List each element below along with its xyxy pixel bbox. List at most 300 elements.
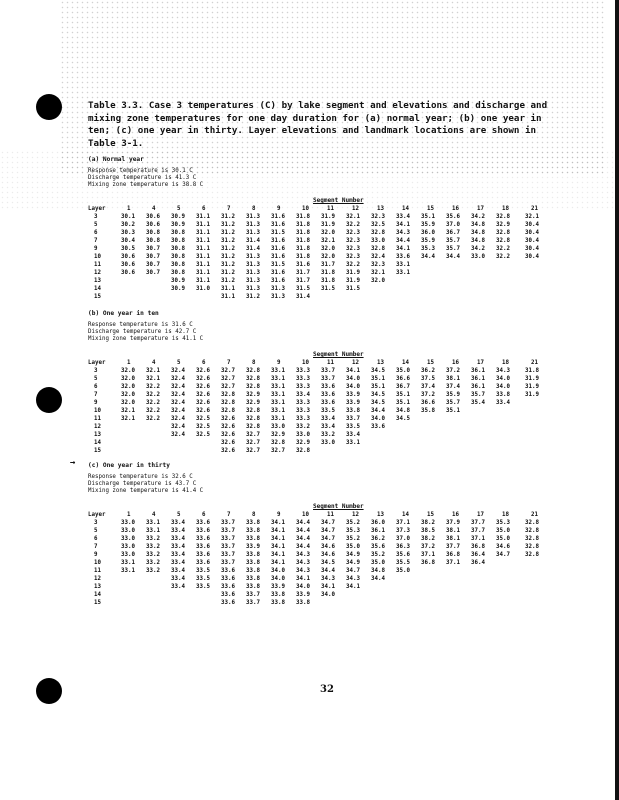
temperature-cell: 33.4 — [321, 424, 335, 430]
temperature-cell: 34.5 — [321, 560, 335, 566]
temperature-cell: 33.5 — [196, 576, 210, 582]
temperature-cell: 34.7 — [321, 528, 335, 534]
temperature-cell: 31.8 — [296, 230, 310, 236]
temperature-cell: 31.3 — [246, 270, 260, 276]
temperature-cell: 35.1 — [371, 384, 385, 390]
temperature-cell: 31.3 — [246, 262, 260, 268]
temperature-cell: 32.6 — [196, 400, 210, 406]
temperature-cell: 33.6 — [196, 536, 210, 542]
temperature-cell: 32.2 — [146, 384, 160, 390]
temperature-cell: 33.6 — [321, 400, 335, 406]
temperature-cell: 32.4 — [171, 424, 185, 430]
temperature-cell: 32.2 — [346, 262, 360, 268]
temperature-cell: 32.8 — [246, 376, 260, 382]
temperature-cell: 30.8 — [171, 246, 185, 252]
temperature-cell: 31.6 — [271, 238, 285, 244]
temperature-cell: 37.2 — [421, 544, 435, 550]
temperature-cell: 32.5 — [196, 424, 210, 430]
segment-number-header: Segment Number — [313, 197, 364, 204]
temperature-cell: 32.3 — [371, 214, 385, 220]
temperature-cell: 32.8 — [271, 440, 285, 446]
segment-column-header: 12 — [352, 512, 359, 518]
temperature-cell: 32.8 — [246, 368, 260, 374]
temperature-cell: 33.1 — [271, 408, 285, 414]
temperature-cell: 32.6 — [221, 440, 235, 446]
section-title: (a) Normal year — [88, 156, 144, 163]
segment-column-header: 1 — [127, 512, 131, 518]
temperature-cell: 31.5 — [296, 286, 310, 292]
temperature-cell: 34.0 — [346, 384, 360, 390]
temperature-cell: 31.4 — [296, 294, 310, 300]
temperature-cell: 31.6 — [271, 222, 285, 228]
temperature-cell: 31.9 — [346, 278, 360, 284]
temperature-cell: 33.6 — [321, 392, 335, 398]
temperature-cell: 37.0 — [446, 222, 460, 228]
temperature-cell: 33.2 — [296, 424, 310, 430]
temperature-cell: 31.1 — [196, 214, 210, 220]
temperature-cell: 33.8 — [296, 600, 310, 606]
temperature-cell: 34.1 — [346, 368, 360, 374]
temperature-cell: 31.2 — [221, 222, 235, 228]
parameter-line: Discharge temperature is 41.3 C — [88, 174, 197, 181]
temperature-cell: 31.1 — [196, 270, 210, 276]
temperature-cell: 32.8 — [525, 536, 539, 542]
temperature-cell: 30.4 — [121, 238, 135, 244]
temperature-cell: 34.1 — [271, 520, 285, 526]
temperature-cell: 36.1 — [471, 368, 485, 374]
temperature-cell: 31.5 — [271, 262, 285, 268]
temperature-cell: 33.7 — [221, 560, 235, 566]
layer-number: 13 — [94, 584, 101, 590]
temperature-cell: 33.5 — [321, 408, 335, 414]
temperature-cell: 31.8 — [321, 270, 335, 276]
temperature-cell: 33.1 — [271, 400, 285, 406]
temperature-cell: 32.2 — [346, 222, 360, 228]
temperature-cell: 34.1 — [396, 222, 410, 228]
temperature-cell: 33.2 — [146, 568, 160, 574]
temperature-cell: 36.4 — [471, 560, 485, 566]
segment-column-header: 8 — [252, 206, 256, 212]
temperature-cell: 32.0 — [321, 246, 335, 252]
temperature-cell: 32.8 — [525, 552, 539, 558]
temperature-cell: 34.3 — [396, 230, 410, 236]
temperature-cell: 37.3 — [396, 528, 410, 534]
temperature-cell: 35.9 — [421, 222, 435, 228]
temperature-cell: 32.4 — [171, 392, 185, 398]
temperature-cell: 31.7 — [296, 278, 310, 284]
temperature-cell: 34.7 — [496, 552, 510, 558]
temperature-cell: 31.3 — [246, 214, 260, 220]
segment-column-header: 21 — [531, 512, 538, 518]
temperature-cell: 34.8 — [471, 238, 485, 244]
temperature-cell: 30.4 — [525, 222, 539, 228]
temperature-cell: 35.0 — [346, 544, 360, 550]
temperature-cell: 33.0 — [121, 520, 135, 526]
temperature-cell: 30.6 — [146, 222, 160, 228]
segment-column-header: 11 — [327, 512, 334, 518]
temperature-cell: 35.0 — [496, 536, 510, 542]
temperature-cell: 31.6 — [271, 246, 285, 252]
temperature-cell: 33.2 — [146, 544, 160, 550]
temperature-cell: 33.8 — [246, 560, 260, 566]
temperature-cell: 33.4 — [171, 544, 185, 550]
segment-column-header: 7 — [227, 206, 231, 212]
segment-column-header: 1 — [127, 206, 131, 212]
temperature-cell: 35.1 — [421, 214, 435, 220]
temperature-cell: 32.3 — [346, 238, 360, 244]
temperature-cell: 34.8 — [471, 230, 485, 236]
layer-number: 15 — [94, 448, 101, 454]
temperature-cell: 31.8 — [296, 214, 310, 220]
temperature-cell: 36.8 — [421, 560, 435, 566]
punch-hole-middle — [36, 387, 62, 413]
temperature-cell: 32.0 — [371, 278, 385, 284]
segment-column-header: 11 — [327, 360, 334, 366]
layer-number: 3 — [94, 520, 98, 526]
temperature-cell: 34.4 — [296, 544, 310, 550]
temperature-cell: 33.2 — [146, 536, 160, 542]
temperature-cell: 35.1 — [371, 376, 385, 382]
temperature-cell: 30.4 — [525, 254, 539, 260]
temperature-cell: 33.7 — [221, 552, 235, 558]
temperature-cell: 32.7 — [246, 448, 260, 454]
temperature-cell: 33.4 — [171, 536, 185, 542]
temperature-cell: 31.1 — [196, 222, 210, 228]
temperature-cell: 33.1 — [121, 568, 135, 574]
temperature-cell: 32.6 — [196, 376, 210, 382]
temperature-cell: 30.8 — [146, 230, 160, 236]
temperature-cell: 31.2 — [221, 278, 235, 284]
segment-column-header: 8 — [252, 512, 256, 518]
segment-column-header: 14 — [402, 206, 409, 212]
temperature-cell: 34.8 — [471, 222, 485, 228]
temperature-cell: 32.7 — [271, 448, 285, 454]
temperature-cell: 37.0 — [396, 536, 410, 542]
layer-number: 12 — [94, 270, 101, 276]
layer-number: 11 — [94, 262, 101, 268]
temperature-cell: 34.5 — [371, 400, 385, 406]
temperature-cell: 35.0 — [396, 368, 410, 374]
layer-number: 6 — [94, 384, 98, 390]
temperature-cell: 32.7 — [221, 384, 235, 390]
temperature-cell: 36.7 — [446, 230, 460, 236]
temperature-cell: 32.1 — [146, 376, 160, 382]
temperature-cell: 34.0 — [496, 376, 510, 382]
temperature-cell: 33.1 — [396, 270, 410, 276]
temperature-cell: 34.1 — [396, 246, 410, 252]
temperature-cell: 33.7 — [221, 520, 235, 526]
temperature-cell: 34.8 — [371, 568, 385, 574]
temperature-cell: 33.1 — [271, 416, 285, 422]
temperature-cell: 30.7 — [146, 270, 160, 276]
temperature-cell: 34.8 — [396, 408, 410, 414]
temperature-cell: 31.2 — [221, 214, 235, 220]
temperature-cell: 31.1 — [196, 262, 210, 268]
temperature-cell: 31.3 — [246, 222, 260, 228]
temperature-cell: 33.3 — [296, 408, 310, 414]
margin-arrow-mark: → — [70, 458, 76, 468]
temperature-cell: 33.6 — [371, 424, 385, 430]
temperature-cell: 30.8 — [171, 238, 185, 244]
temperature-cell: 32.0 — [321, 254, 335, 260]
temperature-cell: 32.1 — [321, 238, 335, 244]
segment-column-header: 5 — [177, 360, 181, 366]
temperature-cell: 34.6 — [321, 544, 335, 550]
segment-column-header: 12 — [352, 206, 359, 212]
temperature-cell: 32.4 — [171, 400, 185, 406]
temperature-cell: 32.1 — [346, 214, 360, 220]
temperature-cell: 33.6 — [221, 576, 235, 582]
temperature-cell: 35.2 — [346, 536, 360, 542]
layer-number: 11 — [94, 568, 101, 574]
segment-column-header: 4 — [152, 512, 156, 518]
temperature-cell: 34.0 — [271, 568, 285, 574]
temperature-cell: 32.2 — [146, 416, 160, 422]
segment-column-header: 16 — [452, 206, 459, 212]
temperature-cell: 38.2 — [421, 520, 435, 526]
temperature-cell: 37.1 — [471, 536, 485, 542]
temperature-cell: 34.4 — [296, 520, 310, 526]
temperature-cell: 32.8 — [246, 424, 260, 430]
temperature-cell: 35.0 — [496, 528, 510, 534]
temperature-cell: 32.2 — [496, 246, 510, 252]
temperature-cell: 32.0 — [121, 384, 135, 390]
segment-column-header: 15 — [427, 206, 434, 212]
temperature-cell: 38.2 — [421, 536, 435, 542]
segment-column-header: 13 — [377, 206, 384, 212]
segment-column-header: 14 — [402, 512, 409, 518]
temperature-cell: 31.5 — [271, 230, 285, 236]
temperature-cell: 36.8 — [471, 544, 485, 550]
temperature-cell: 31.1 — [196, 230, 210, 236]
temperature-cell: 32.4 — [171, 408, 185, 414]
temperature-cell: 32.5 — [196, 416, 210, 422]
temperature-cell: 30.9 — [171, 214, 185, 220]
segment-number-header: Segment Number — [313, 503, 364, 510]
temperature-cell: 31.9 — [525, 392, 539, 398]
temperature-cell: 32.1 — [525, 214, 539, 220]
temperature-cell: 36.1 — [371, 528, 385, 534]
temperature-cell: 32.5 — [196, 432, 210, 438]
segment-column-header: 21 — [531, 206, 538, 212]
layer-number: 15 — [94, 294, 101, 300]
temperature-cell: 34.3 — [346, 576, 360, 582]
temperature-cell: 36.2 — [421, 368, 435, 374]
temperature-cell: 32.3 — [346, 254, 360, 260]
temperature-cell: 33.4 — [171, 520, 185, 526]
temperature-cell: 31.6 — [271, 278, 285, 284]
temperature-cell: 32.9 — [246, 392, 260, 398]
temperature-cell: 33.8 — [246, 568, 260, 574]
segment-column-header: 6 — [202, 206, 206, 212]
segment-column-header: 15 — [427, 360, 434, 366]
temperature-cell: 32.0 — [121, 376, 135, 382]
temperature-cell: 34.2 — [471, 246, 485, 252]
temperature-cell: 30.9 — [171, 286, 185, 292]
temperature-cell: 36.6 — [396, 376, 410, 382]
temperature-cell: 32.8 — [221, 400, 235, 406]
temperature-cell: 32.7 — [221, 368, 235, 374]
temperature-cell: 32.6 — [221, 448, 235, 454]
segment-column-header: 12 — [352, 360, 359, 366]
temperature-cell: 33.9 — [271, 584, 285, 590]
layer-number: 15 — [94, 600, 101, 606]
section-parameters — [88, 474, 203, 494]
segment-column-header: 18 — [502, 512, 509, 518]
temperature-cell: 30.7 — [146, 246, 160, 252]
temperature-cell: 30.8 — [171, 254, 185, 260]
temperature-cell: 35.4 — [471, 400, 485, 406]
temperature-cell: 33.6 — [196, 544, 210, 550]
temperature-cell: 33.4 — [171, 560, 185, 566]
temperature-cell: 32.8 — [246, 384, 260, 390]
temperature-cell: 31.2 — [221, 246, 235, 252]
temperature-cell: 36.8 — [446, 552, 460, 558]
temperature-cell: 34.4 — [296, 536, 310, 542]
temperature-cell: 32.8 — [496, 214, 510, 220]
temperature-cell: 34.5 — [371, 368, 385, 374]
temperature-cell: 35.1 — [396, 392, 410, 398]
layer-number: 5 — [94, 222, 98, 228]
layer-number: 10 — [94, 254, 101, 260]
layer-number: 11 — [94, 416, 101, 422]
temperature-cell: 33.8 — [246, 576, 260, 582]
temperature-cell: 32.9 — [271, 432, 285, 438]
temperature-cell: 32.9 — [246, 400, 260, 406]
page-number: 32 — [320, 684, 334, 695]
temperature-cell: 30.4 — [525, 246, 539, 252]
temperature-cell: 34.3 — [296, 552, 310, 558]
segment-column-header: 16 — [452, 360, 459, 366]
temperature-cell: 30.8 — [171, 270, 185, 276]
temperature-cell: 31.2 — [221, 230, 235, 236]
temperature-cell: 33.2 — [321, 432, 335, 438]
temperature-cell: 34.1 — [321, 584, 335, 590]
layer-number: 7 — [94, 238, 98, 244]
layer-header: Layer — [88, 512, 106, 518]
temperature-cell: 34.2 — [471, 214, 485, 220]
temperature-cell: 34.6 — [321, 552, 335, 558]
temperature-cell: 33.0 — [121, 528, 135, 534]
section-title: (b) One year in ten — [88, 310, 159, 317]
segment-column-header: 13 — [377, 512, 384, 518]
parameter-line: Mixing zone temperature is 41.4 C — [88, 487, 204, 494]
layer-number: 9 — [94, 400, 98, 406]
temperature-cell: 33.1 — [146, 520, 160, 526]
temperature-cell: 33.5 — [346, 424, 360, 430]
temperature-cell: 32.6 — [221, 432, 235, 438]
temperature-cell: 35.2 — [346, 520, 360, 526]
temperature-cell: 34.0 — [271, 576, 285, 582]
layer-number: 10 — [94, 408, 101, 414]
temperature-cell: 31.9 — [321, 214, 335, 220]
temperature-cell: 32.1 — [121, 408, 135, 414]
temperature-cell: 33.0 — [121, 552, 135, 558]
temperature-cell: 33.1 — [146, 528, 160, 534]
layer-number: 10 — [94, 560, 101, 566]
layer-header: Layer — [88, 360, 106, 366]
temperature-cell: 33.5 — [196, 568, 210, 574]
temperature-cell: 37.2 — [446, 368, 460, 374]
temperature-cell: 31.5 — [321, 286, 335, 292]
temperature-cell: 34.1 — [271, 552, 285, 558]
temperature-cell: 33.0 — [271, 424, 285, 430]
temperature-cell: 33.4 — [171, 552, 185, 558]
temperature-cell: 30.8 — [146, 238, 160, 244]
temperature-cell: 35.1 — [446, 408, 460, 414]
layer-number: 13 — [94, 278, 101, 284]
temperature-cell: 32.4 — [171, 416, 185, 422]
temperature-cell: 34.4 — [296, 528, 310, 534]
section-parameters — [88, 168, 203, 188]
punch-hole-bottom — [36, 678, 62, 704]
segment-column-header: 1 — [127, 360, 131, 366]
temperature-cell: 33.3 — [296, 416, 310, 422]
temperature-cell: 32.4 — [171, 376, 185, 382]
temperature-cell: 37.9 — [446, 520, 460, 526]
temperature-cell: 32.7 — [221, 376, 235, 382]
segment-column-header: 21 — [531, 360, 538, 366]
temperature-cell: 33.3 — [296, 400, 310, 406]
temperature-cell: 33.0 — [121, 536, 135, 542]
temperature-cell: 33.6 — [196, 560, 210, 566]
temperature-cell: 33.8 — [346, 408, 360, 414]
temperature-cell: 31.2 — [221, 270, 235, 276]
temperature-cell: 38.1 — [446, 528, 460, 534]
temperature-cell: 31.8 — [296, 238, 310, 244]
page-edge — [615, 0, 619, 800]
temperature-cell: 33.4 — [171, 576, 185, 582]
temperature-cell: 36.4 — [471, 552, 485, 558]
temperature-cell: 34.7 — [321, 520, 335, 526]
temperature-cell: 34.3 — [321, 576, 335, 582]
parameter-line: Discharge temperature is 42.7 C — [88, 328, 197, 335]
temperature-cell: 36.3 — [396, 544, 410, 550]
temperature-cell: 37.4 — [446, 384, 460, 390]
temperature-cell: 33.6 — [196, 552, 210, 558]
temperature-cell: 32.8 — [525, 520, 539, 526]
layer-number: 9 — [94, 552, 98, 558]
temperature-cell: 33.0 — [471, 254, 485, 260]
temperature-cell: 34.4 — [321, 568, 335, 574]
temperature-cell: 33.1 — [346, 440, 360, 446]
temperature-cell: 33.9 — [296, 592, 310, 598]
segment-column-header: 4 — [152, 206, 156, 212]
segment-number-header: Segment Number — [313, 351, 364, 358]
temperature-cell: 32.0 — [121, 368, 135, 374]
temperature-cell: 34.4 — [396, 238, 410, 244]
temperature-cell: 38.1 — [446, 376, 460, 382]
layer-number: 5 — [94, 376, 98, 382]
temperature-cell: 32.8 — [221, 392, 235, 398]
temperature-cell: 37.7 — [471, 520, 485, 526]
temperature-cell: 31.9 — [525, 376, 539, 382]
segment-column-header: 7 — [227, 512, 231, 518]
temperature-cell: 34.0 — [321, 592, 335, 598]
layer-header: Layer — [88, 206, 106, 212]
segment-column-header: 9 — [277, 360, 281, 366]
temperature-cell: 30.8 — [171, 230, 185, 236]
temperature-cell: 33.7 — [221, 536, 235, 542]
temperature-cell: 34.9 — [346, 552, 360, 558]
temperature-cell: 35.9 — [421, 238, 435, 244]
temperature-cell: 35.5 — [396, 560, 410, 566]
temperature-cell: 35.1 — [396, 400, 410, 406]
segment-column-header: 13 — [377, 360, 384, 366]
temperature-cell: 32.6 — [196, 408, 210, 414]
temperature-cell: 33.3 — [296, 384, 310, 390]
temperature-cell: 31.2 — [221, 238, 235, 244]
